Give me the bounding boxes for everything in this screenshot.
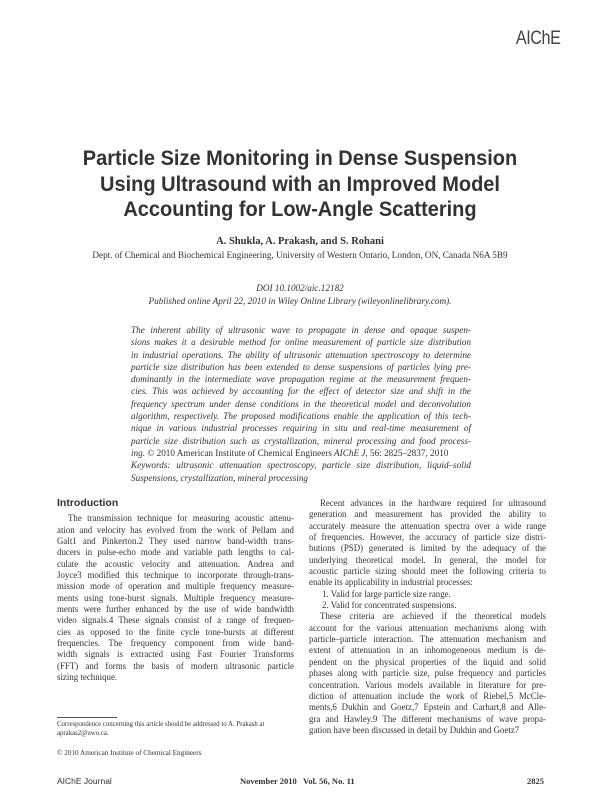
right-line: particle–particle interaction. The attenuation mechanism and: [309, 634, 546, 645]
intro-line: mission mode of operation and multiple frequency measure-: [57, 581, 294, 592]
abstract-journal: AIChE J,: [334, 447, 368, 458]
intro-line: ments were further enhanced by the use of wide bandwidth: [57, 604, 294, 615]
abstract-line: cies. This was achieved by accounting for the effect of detector size and shift in the: [131, 386, 471, 397]
affiliation: Dept. of Chemical and Biochemical Engineering, University of Western Ontario, London, ON, Canada N6A 5B9: [92, 250, 508, 260]
publication-info: Published online April 22, 2010 in Wiley Online Library (wileyonlinelibrary.com).: [148, 296, 452, 306]
criteria-list-item: 2. Valid for concentrated suspensions.: [322, 600, 457, 611]
copyright-notice: © 2010 American Institute of Chemical Engineers: [57, 749, 202, 757]
intro-line: ation and velocity has evolved from the work of Pellam and: [57, 524, 294, 535]
abstract-line: particle size distribution has been extended to dense suspensions of particles lying pre-: [131, 361, 471, 372]
right-line: enable its applicability in industrial processes:: [309, 577, 473, 588]
right-line: gation have been discussed in detail by Dukhin and Goetz7: [309, 724, 520, 735]
abstract-copyright: © 2010 American Institute of Chemical Engineers: [147, 447, 332, 458]
right-line: generation and measurement has provided the ability to: [309, 509, 546, 520]
criteria-list-item: 1. Valid for large particle size range.: [322, 588, 451, 599]
paper-title: [58, 146, 542, 223]
right-line: pendent on the physical properties of the liquid and solid: [309, 656, 546, 667]
right-line: Recent advances in the hardware required for ultrasound: [320, 498, 546, 508]
intro-line: cies as opposed to the finite cycle tone-bursts at different: [57, 626, 294, 637]
footnote-divider: [57, 717, 117, 718]
right-line: account for the various attenuation mechanisms along with: [309, 622, 546, 633]
intro-line: (FFT) and forms the basis of modern ultrasonic particle: [57, 660, 294, 671]
right-line: extent of attenuation in an inhomogeneous medium is de-: [309, 645, 546, 656]
abstract-line: sions makes it a desirable method for online measurement of particle size distribution: [131, 337, 471, 348]
right-line: diction of attenuation include the work of Riebel,5 McCle-: [309, 690, 546, 701]
right-paragraph-1: [309, 498, 546, 589]
abstract: [131, 324, 471, 484]
title-line: Using Ultrasound with an Improved Model: [100, 171, 500, 196]
footer-issue: November 2010 Vol. 56, No. 11: [240, 776, 355, 786]
intro-line: ducers in pulse-echo mode and variable path lengths to cal-: [57, 547, 294, 558]
abstract-line: algorithm, respectively. The proposed modifications enable the application of this tech-: [131, 411, 471, 422]
abstract-line: The inherent ability of ultrasonic wave to propagate in dense and opaque suspen-: [131, 325, 471, 335]
authors: A. Shukla, A. Prakash, and S. Rohani: [216, 236, 384, 247]
intro-paragraph: [57, 513, 294, 683]
section-heading-introduction: Introduction: [57, 497, 119, 509]
right-line: acoustic particle sizing should meet the following criteria to: [309, 566, 546, 577]
abstract-line: nique in various industrial processes requiring in situ and real-time measurement of: [131, 423, 471, 434]
keywords-line: Keywords: ultrasonic attenuation spectroscopy, particle size distribution, liquid–solid: [131, 460, 471, 471]
title-line: Accounting for Low-Angle Scattering: [123, 197, 477, 221]
title-line: Particle Size Monitoring in Dense Suspension: [82, 146, 518, 170]
right-line: phases along with particle size, pulse frequency and particles: [309, 668, 546, 679]
left-column: [57, 498, 294, 684]
keywords-line: Suspensions, crystallization, mineral processing: [131, 472, 309, 483]
abstract-line: particle size distribution such as crystallization, mineral processing and food process-: [131, 435, 471, 446]
intro-line: video signals.4 These signals consist of a range of frequen-: [57, 615, 294, 626]
right-line: of frequencies. However, the accuracy of particle size distri-: [309, 532, 546, 543]
abstract-line: [131, 447, 471, 459]
correspondence-footnote: Correspondence concerning this article should be addressed to A. Prakash at aprakas2@uwo.ca.: [57, 721, 265, 737]
right-line: These criteria are achieved if the theoretical models: [320, 611, 546, 622]
intro-line: frequencies. The frequency component from wide band-: [57, 638, 294, 649]
intro-line: Joyce3 modified this technique to incorporate through-trans-: [57, 570, 294, 581]
abstract-line: in industrial operations. The ability of ultrasonic attenuation spectroscopy to determine: [131, 349, 471, 360]
footer-page-number: 2825: [527, 776, 544, 786]
right-line: accurately measure the attenuation spectra over a wide range: [309, 520, 546, 531]
intro-line: width signals is extracted using Fast Fourier Transforms: [57, 649, 294, 660]
intro-line: Galt1 and Pinkerton.2 They used narrow band-width trans-: [57, 536, 294, 547]
right-line: underlying theoretical model. In general, the model for: [309, 554, 546, 565]
intro-line: ments using tone-burst signals. Multiple frequency measure-: [57, 592, 294, 603]
footer-journal-name: AIChE Journal: [57, 776, 112, 786]
right-line: gra and Hawley.9 The different mechanisms of wave propa-: [309, 713, 546, 724]
intro-line: culate the acoustic velocity and attenuation. Andrea and: [57, 558, 294, 569]
doi[interactable]: DOI 10.1002/aic.12182: [256, 283, 344, 293]
intro-line: sizing technique.: [57, 672, 118, 683]
right-column: [309, 498, 546, 736]
intro-line: The transmission technique for measuring acoustic attenu-: [68, 513, 294, 524]
abstract-citation: 56: 2825–2837, 2010: [370, 447, 449, 458]
abstract-end: ing.: [131, 447, 146, 458]
right-line: butions (PSD) generated is limited by the adequacy of the: [309, 543, 546, 554]
right-paragraph-2: [309, 611, 546, 736]
abstract-line: dominantly in the intermediate wave propagation regime at the measurement frequen-: [131, 374, 471, 385]
journal-logo: AIChE: [515, 28, 560, 49]
abstract-line: frequency spectrum under dense conditions in the theoretical model and deconvolution: [131, 398, 471, 409]
right-line: ments,6 Dukhin and Goetz,7 Epstein and Carhart,8 and Alle-: [309, 702, 546, 713]
right-line: concentration. Various models available in literature for pre-: [309, 679, 546, 690]
